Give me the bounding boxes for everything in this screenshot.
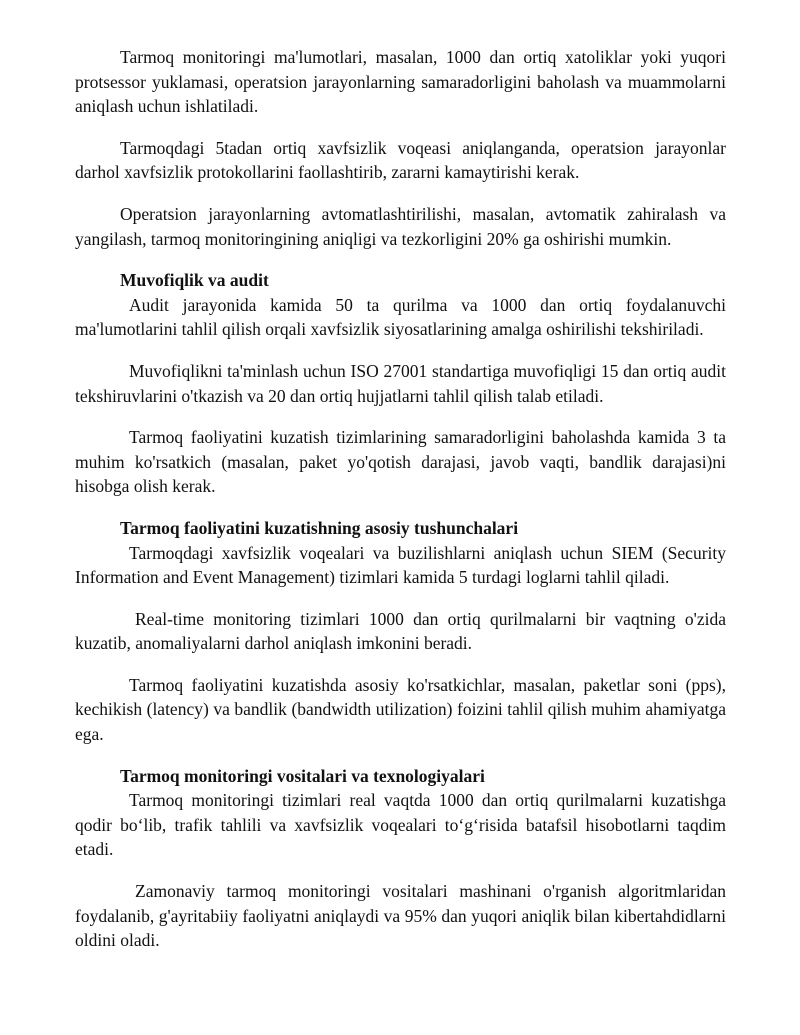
paragraph: Muvofiqlikni ta'minlash uchun ISO 27001 standartiga muvofiqligi 15 dan ortiq audit tekshiruvlarini o'tkazish va 20 dan ortiq hujjatlarni tahlil qilish talab etiladi.: [75, 360, 726, 406]
paragraph: Audit jarayonida kamida 50 ta qurilma va 1000 dan ortiq foydalanuvchi ma'lumotlarini tahlil qilish orqali xavfsizlik siyosatlarining amalga oshirilishi tekshiriladi.: [75, 294, 726, 340]
section-heading-asosiy-tushunchalar: Tarmoq faoliyatini kuzatishning asosiy tushunchalari: [120, 517, 519, 538]
document-body: [75, 45, 726, 970]
paragraph: Tarmoqdagi xavfsizlik voqealari va buzilishlarni aniqlash uchun SIEM (Security Information and Event Management) tizimlari kamida 5 turdagi loglarni tahlil qiladi.: [75, 542, 726, 588]
section-heading-vositalar: Tarmoq monitoringi vositalari va texnologiyalari: [120, 765, 485, 786]
section-heading-muvofiqlik: Muvofiqlik va audit: [120, 270, 269, 291]
paragraph: Tarmoqdagi 5tadan ortiq xavfsizlik voqeasi aniqlanganda, operatsion jarayonlar darhol xavfsizlik protokollarini faollashtirib, zararni kamaytirishi kerak.: [75, 137, 726, 183]
paragraph: Operatsion jarayonlarning avtomatlashtirilishi, masalan, avtomatik zahiralash va yangilash, tarmoq monitoringining aniqligi va tezkorligini 20% ga oshirishi mumkin.: [75, 203, 726, 249]
paragraph: Tarmoq faoliyatini kuzatishda asosiy ko'rsatkichlar, masalan, paketlar soni (pps), kechikish (latency) va bandlik (bandwidth utilization) foizini tahlil qilish muhim ahamiyatga ega.: [75, 674, 726, 745]
paragraph: Real-time monitoring tizimlari 1000 dan ortiq qurilmalarni bir vaqtning o'zida kuzatib, anomaliyalarni darhol aniqlash imkonini beradi.: [75, 608, 726, 654]
paragraph: Tarmoq monitoringi tizimlari real vaqtda 1000 dan ortiq qurilmalarni kuzatishga qodir bo‘lib, trafik tahlili va xavfsizlik voqealari to‘g‘risida batafsil hisobotlarni taqdim etadi.: [75, 790, 726, 860]
paragraph: Tarmoq faoliyatini kuzatish tizimlarining samaradorligini baholashda kamida 3 ta muhim ko'rsatkich (masalan, paket yo'qotish darajasi, javob vaqti, bandlik darajasi)ni hisobga olish kerak.: [75, 427, 726, 497]
paragraph: Zamonaviy tarmoq monitoringi vositalari mashinani o'rganish algoritmlaridan foydalanib, g'ayritabiiy faoliyatni aniqlaydi va 95% dan yuqori aniqlik bilan kibertahdidlarni oldini oladi.: [75, 881, 726, 951]
paragraph: Tarmoq monitoringi ma'lumotlari, masalan, 1000 dan ortiq xatoliklar yoki yuqori protsessor yuklamasi, operatsion jarayonlarning samaradorligini baholash va muammolarni aniqlash uchun ishlatiladi.: [75, 47, 726, 117]
